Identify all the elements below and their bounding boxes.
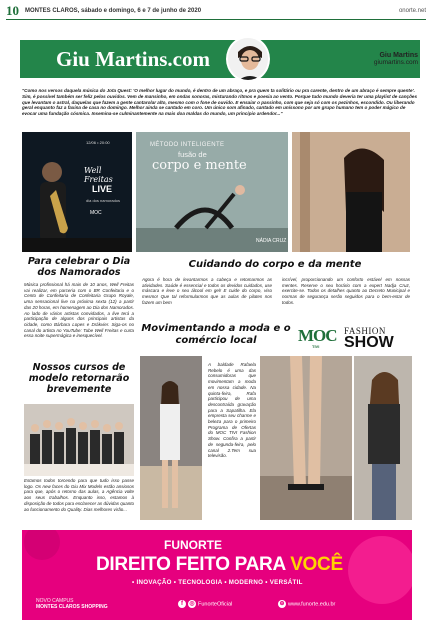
moc-fashion-show-logo <box>298 322 410 354</box>
globe-icon: ⊕ <box>279 601 285 607</box>
ad-url: www.funorte.edu.br <box>288 601 336 608</box>
site-link[interactable]: onorte.net <box>398 8 426 14</box>
flyer-live: LIVE <box>92 184 113 194</box>
funorte-advertisement[interactable] <box>22 530 412 620</box>
logo-show: SHOW <box>344 334 394 351</box>
ad-pillars: • INOVAÇÃO • TECNOLOGIA • MODERNO • VERSÁTIL <box>132 579 303 586</box>
body-corpo-col1: Agora é hora de levantarmos a cabeça e retomarmos as atividades. Saúde é essencial e todos os devidos cuidados, use máscara e leve o seu álcool em gel! E cuide do corpo, viso mesmo! Que tal reformularmos que as aulas de pilates nos fazem um bem <box>142 277 272 305</box>
column-masthead <box>20 40 420 78</box>
author-name: Giu Martins <box>379 52 418 59</box>
ad-campus <box>36 598 108 610</box>
flyer-artist: Well Freitas <box>84 166 113 184</box>
method-subtitle: fusão de <box>178 150 207 159</box>
model-portrait <box>354 356 412 520</box>
logo-moc: MOC <box>298 326 337 345</box>
facebook-icon: f <box>178 600 186 608</box>
page-number: 10 <box>6 3 19 18</box>
headline-namorados: Para celebrar o Dia dos Namorados <box>27 256 131 278</box>
live-flyer-image <box>22 132 132 252</box>
author-byline <box>374 52 418 66</box>
storefront-image <box>140 356 202 520</box>
column-intro: "Como nos versos daquela música do Jota Quest: 'O melhor lugar do mundo, é dentro de um abraço, e pra quem ta solitário ou pra carente, dentro de um abraço é sempre quente'. Sim, é possível também ser feliz pelos ouvidos. Vem de mansinho, em ondas sonoras, misturando ritmos e poesia ao vento. Porque tudo mundo deveria ter uma playlist de canções que levantam o astral, daquelas que fazem a gente cantarolar alto, mesmo com o fone de ouvido. E ensaiar o passinho, com que seja só com os pezinhos, escondido. Ou liberando geral enquanto faz a faxina de casa no domingo. Melhor ainda se cantado em coro. Um único som afinado, cantado em uníssono por um grupo humano tem o poder mágico de evocar uma fundação cósmica. Insemina-se culminantemente na mais doa maldas do mundo, um princípio ardendor..." <box>22 88 417 117</box>
ad-social[interactable] <box>178 600 232 608</box>
ad-tagline-em: VOCÊ <box>290 554 343 575</box>
body-namorados: Música profissional há mais de 10 anos, Well Freitas vai realizar, em parceria com o BR Confeitaria e o Cento de Confeitaria de Confeitaria Grupo Royale, uma sensacional live na próxima sexta (12) a partir das 20 horas, em homenagem ao Dia dos Namorados. Ao lado de vários artistas convidados, a live terá a participação de alguns dos principais artistas da cidade, como Bárbara Lopes e Drákvier. Siga-os no canal do artista no YouTube: Tube Well Freitas e curta essa noite supermágica e inesquecível. <box>24 282 134 339</box>
ad-campus-name: MONTES CLAROS SHOPPING <box>36 604 108 610</box>
logo-tivi: TIVI <box>312 344 320 349</box>
body-moda: A baldade Rafaela Rebelo é uma das consumidoras que movimentam a moda em nossa cidade. Na quinta-feira, Rafa participou de uma descontraída gravação para a Sapatilha. Ela empresta seu charme e beleza para o primeiro Programa de Ofertas do MOC TIVI Fashion Show. Confira a partir de segunda-feira, pelo canal 2.Tem sua televisão. <box>208 362 256 459</box>
method-title: corpo e mente <box>152 158 247 173</box>
body-corpo-col2: incrível, proporcionando um conforto estável em nossas mentes. Reserve o seu horário com a expert Nadja Cruz, exercite-se. Todos os detalhes quanto ao Decreto Municipal e normas de segurança serão seguidos para o bem-estar de todos. <box>282 277 410 305</box>
flyer-occasion: dia dos namorados <box>86 198 121 203</box>
ad-social-handle: FunorteOficial <box>198 601 233 608</box>
body-retorno: Estamos todos torcendo para que tudo isso passe logo. Os new faces do Giu Mix Models estão ansiosos para que, após o retorno das aulas, a Agência volte aos seus trabalhos. Enquanto isso, estamos à disposição de todos para esclarecer as dúvidas quanto ao funcionamento do Quality. Dias melhores virão... <box>24 478 134 512</box>
author-photo <box>226 36 270 82</box>
pilates-image <box>136 132 288 252</box>
ad-tagline-main: DIREITO FEITO PARA <box>96 554 286 575</box>
method-label: MÉTODO INTELIGENTE <box>150 142 225 148</box>
flyer-sponsor: MOC <box>90 210 102 216</box>
flyer-date: 12/06 • 20:00 <box>86 140 110 145</box>
ad-website[interactable] <box>278 600 335 608</box>
headline-corpo: Cuidando do corpo e da mente <box>188 259 362 270</box>
shoes-image <box>260 356 352 520</box>
ad-tagline <box>96 554 343 576</box>
ad-brand: FUNORTE <box>164 538 222 552</box>
instructor-credit: NÁDIA CRUZ <box>256 238 287 244</box>
author-handle[interactable]: giumartins.com <box>373 59 418 66</box>
headline-moda: Movimentando a moda e o comércio local <box>141 323 291 346</box>
logo-fashion: FASHION <box>344 326 386 336</box>
ad-campus-label: NOVO CAMPUS <box>36 598 74 604</box>
edition-date: MONTES CLAROS, sábado e domingo, 6 e 7 de junho de 2020 <box>25 8 202 14</box>
models-group-image <box>24 404 134 476</box>
column-brand: Giu Martins.com <box>56 46 210 71</box>
instagram-icon: ◎ <box>189 601 195 607</box>
instructor-portrait <box>292 132 410 252</box>
header-rule <box>6 19 426 20</box>
headline-retorno: Nossos cursos de modelo retornarão brevemente <box>28 362 130 395</box>
page-header <box>6 4 426 18</box>
